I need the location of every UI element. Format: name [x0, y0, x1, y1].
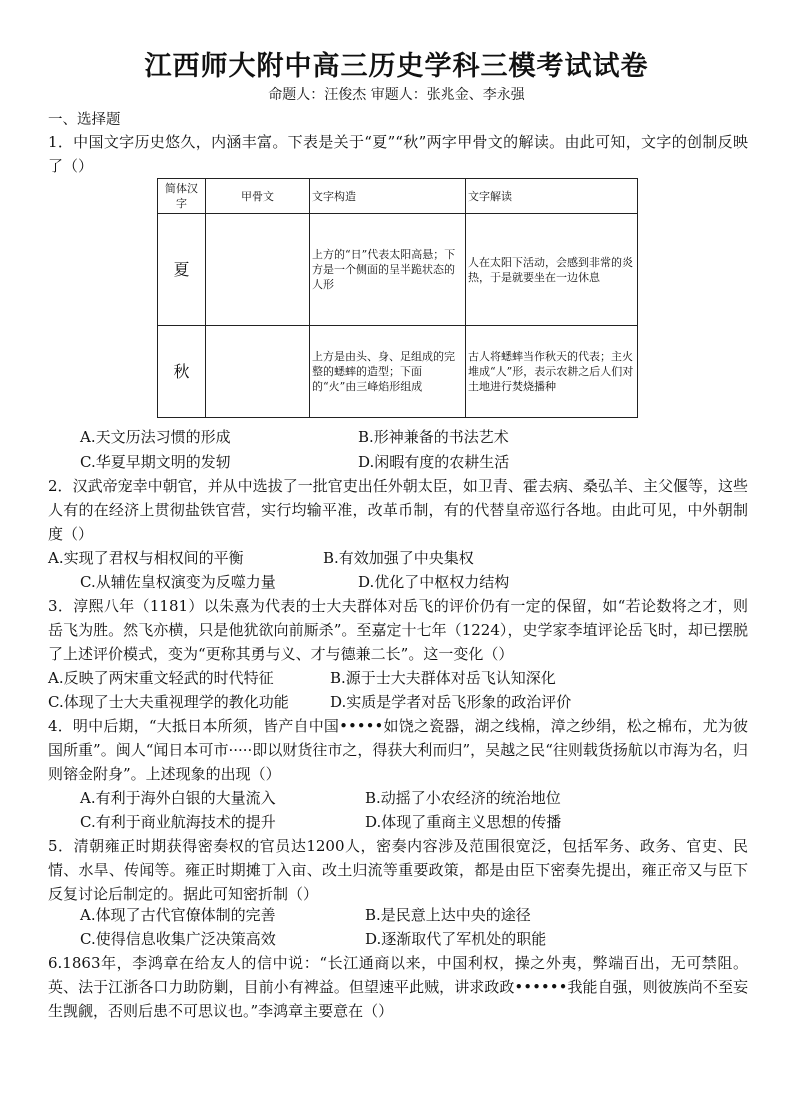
- question-5-option-b: B.是民意上达中央的途径: [365, 906, 531, 924]
- table-header-row: [158, 179, 638, 214]
- table-cell-oracle-glyph: [206, 326, 310, 418]
- table-header: 文字构造: [310, 179, 466, 214]
- table-header: 文字解读: [466, 179, 638, 214]
- table-cell-char: 秋: [158, 326, 206, 418]
- table-cell-interpretation: 古人将蟋蟀当作秋天的代表；主火堆成“人”形，表示农耕之后人们对土地进行焚烧播种: [466, 326, 638, 418]
- table-row: [158, 326, 638, 418]
- table-header: 简体汉字: [158, 179, 206, 214]
- exam-title: 江西师大附中高三历史学科三模考试试卷: [144, 51, 649, 82]
- question-1-option-a: A.天文历法习惯的形成: [80, 428, 231, 446]
- table-cell-char: 夏: [158, 214, 206, 326]
- table-cell-oracle-glyph: [206, 214, 310, 326]
- oracle-bone-table: [157, 178, 638, 418]
- question-3-option-b: B.源于士大夫群体对岳飞认知深化: [330, 669, 556, 687]
- question-6-stem: 6.1863年，李鸿章在给友人的信中说：“长江通商以来，中国利权，操之外夷，弊端百出，无可禁阻。英、法于江浙各口力助防剿，目前小有裨益。但望速平此贼，讲求政政••••••我能自强，则彼族尚不至妄生觊觎，否则后患不可思议也。”李鸿章主要意在（）: [48, 954, 748, 1020]
- section-heading: 一、选择题: [48, 112, 121, 128]
- question-2-stem: 2．汉武帝宠幸中朝官，并从中选拔了一批官吏出任外朝太臣，如卫青、霍去病、桑弘羊、主父偃等，这些人有的在经济上贯彻盐铁官营，实行均输平准，改革币制，有的代替皇帝巡行各地。由此可见，中外朝制度（）: [48, 477, 748, 543]
- table-header: 甲骨文: [206, 179, 310, 214]
- question-4-option-c: C.有利于商业航海技术的提升: [80, 813, 276, 831]
- question-1-option-d: D.闲暇有度的农耕生活: [358, 453, 510, 471]
- table-cell-structure: 上方的“日”代表太阳高悬；下方是一个侧面的呈半跪状态的人形: [310, 214, 466, 326]
- question-2-option-b: B.有效加强了中央集权: [323, 549, 474, 567]
- question-2-option-d: D.优化了中枢权力结构: [358, 573, 510, 591]
- question-1-option-c: C.华夏早期文明的发轫: [80, 453, 231, 471]
- question-4-option-b: B.动摇了小农经济的统治地位: [365, 789, 561, 807]
- question-1-stem: 1．中国文字历史悠久，内涵丰富。下表是关于“夏”“秋”两字甲骨文的解读。由此可知，文字的创制反映了（）: [48, 133, 748, 175]
- question-2-option-c: C.从辅佐皇权演变为反噬力量: [80, 573, 276, 591]
- question-3-stem: 3．淳熙八年（1181）以朱熹为代表的士大夫群体对岳飞的评价仍有一定的保留，如“若论数将之才，则岳飞为胜。然飞亦横，只是他犹欲向前厮杀”。至嘉定十七年（1224），史学家李埴评论岳飞时，却已摆脱了上述评价模式，变为“更称其勇与义、才与德兼二长”。这一变化（）: [48, 597, 748, 663]
- question-4-option-a: A.有利于海外白银的大量流入: [80, 789, 276, 807]
- table-cell-interpretation: 人在太阳下活动，会感到非常的炎热，于是就要坐在一边休息: [466, 214, 638, 326]
- question-3-option-d: D.实质是学者对岳飞形象的政治评价: [330, 693, 572, 711]
- question-5-stem: 5．清朝雍正时期获得密奏权的官员达1200人，密奏内容涉及范围很宽泛，包括军务、政务、官吏、民情、水旱、传闻等。雍正时期摊丁入亩、改土归流等重要政策，都是由臣下密奏先提出，雍正帝又与臣下反复讨论后制定的。据此可知密折制（）: [48, 837, 748, 903]
- question-4-option-d: D.体现了重商主义思想的传播: [365, 813, 562, 831]
- question-3-option-c: C.体现了士大夫重视理学的教化功能: [48, 693, 289, 711]
- table-cell-structure: 上方是由头、身、足组成的完整的蟋蟀的造型；下面的“火”由三峰焰形组成: [310, 326, 466, 418]
- question-5-option-c: C.使得信息收集广泛决策高效: [80, 930, 276, 948]
- question-5-option-a: A.体现了古代官僚体制的完善: [80, 906, 276, 924]
- question-2-option-a: A.实现了君权与相权间的平衡: [48, 549, 244, 567]
- exam-authors: 命题人：汪俊杰 审题人：张兆金、李永强: [268, 87, 525, 103]
- question-5-option-d: D.逐渐取代了军机处的职能: [365, 930, 547, 948]
- question-1-option-b: B.形神兼备的书法艺术: [358, 428, 509, 446]
- table-row: [158, 214, 638, 326]
- question-4-stem: 4．明中后期，“大抵日本所须，皆产自中国•••••如饶之瓷器，湖之线棉，漳之纱绢，松之棉布，尤为彼国所重”。闽人“闻日本可市·····即以财货往市之，得获大利而归”，吴越之民“往则载货扬航以市海为名，归则镕金附身”。上述现象的出现（）: [48, 717, 748, 783]
- question-3-option-a: A.反映了两宋重文轻武的时代特征: [48, 669, 274, 687]
